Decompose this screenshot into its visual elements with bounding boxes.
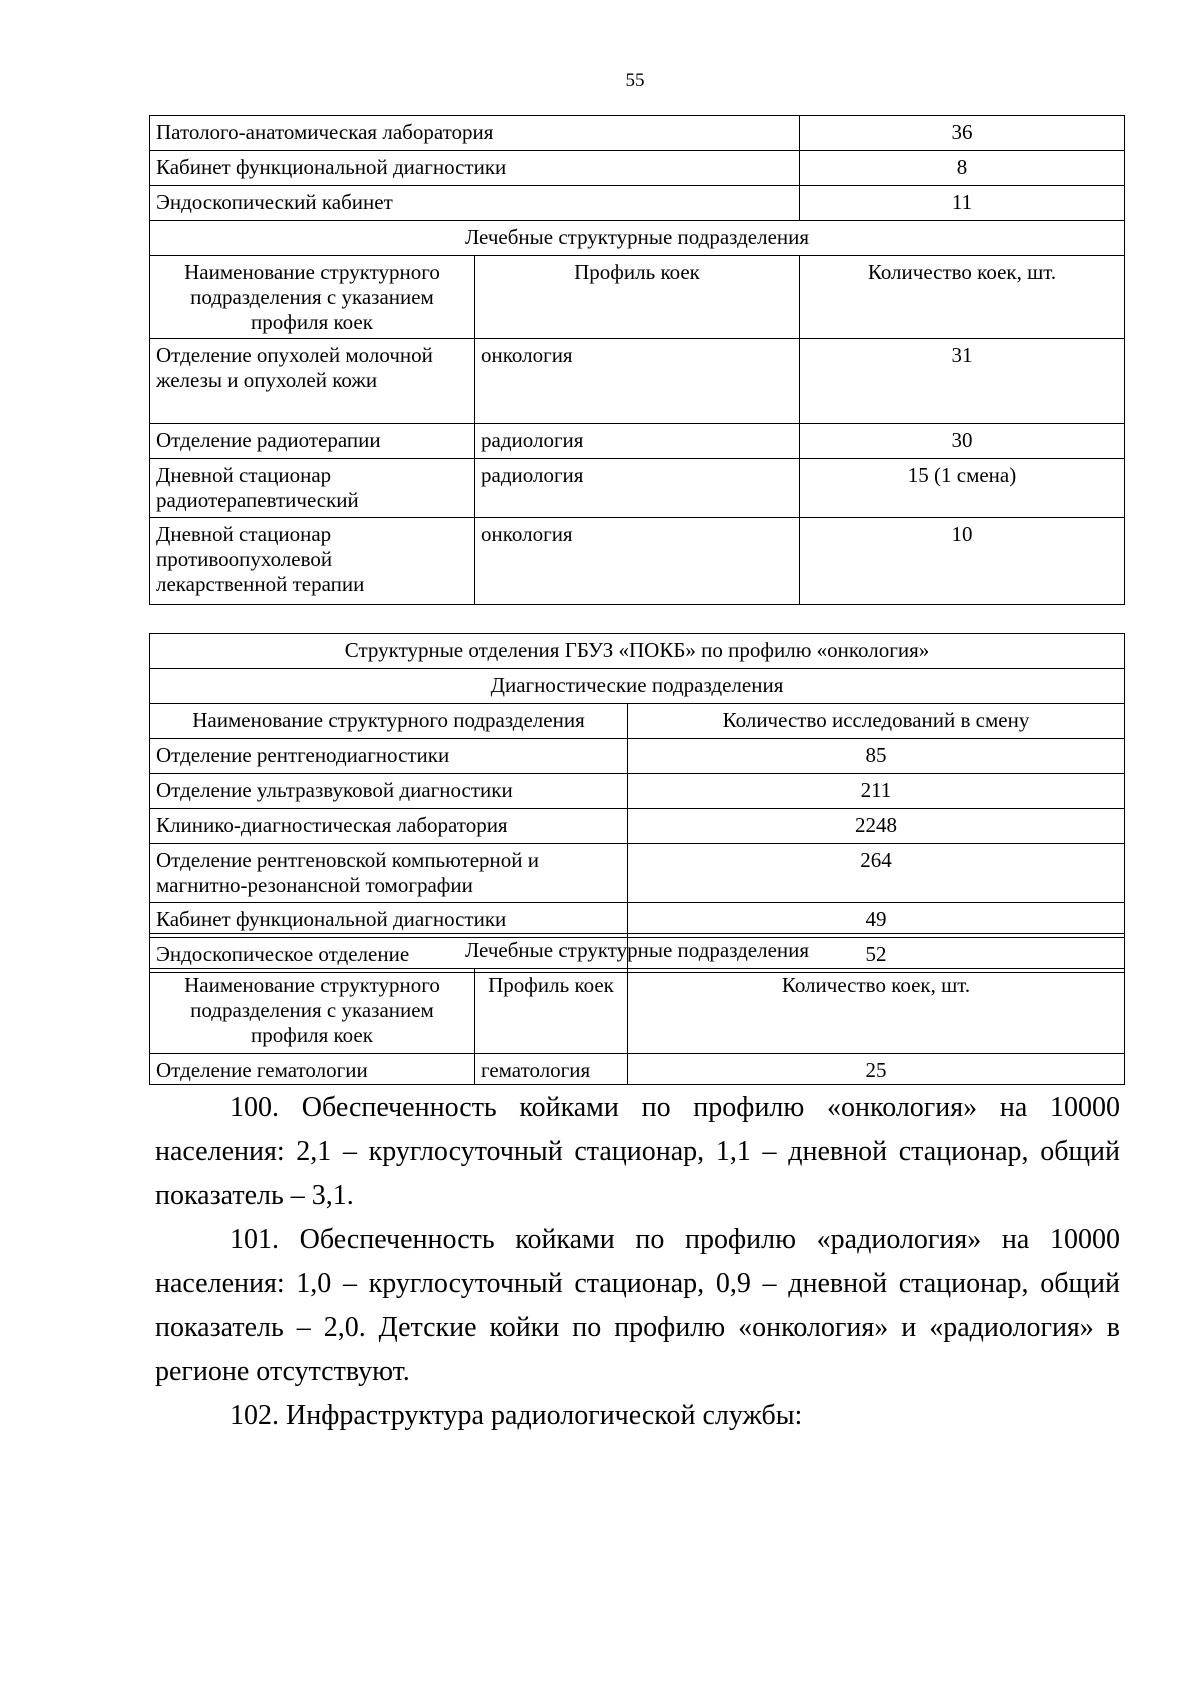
header-cell-profile: Профиль коек [475,968,628,1053]
unit-value-cell: 8 [800,151,1125,186]
table-row [150,459,1125,518]
header-cell-count: Количество коек, шт. [800,256,1125,339]
bed-count-cell: 10 [800,518,1125,605]
unit-name-cell: Эндоскопическое отделение [150,937,628,972]
unit-name-cell: Отделение ультразвуковой диагностики [150,773,628,808]
bed-count-cell: 30 [800,424,1125,459]
table-row [150,738,1125,773]
section-title-row [150,933,1125,968]
unit-name-cell: Отделение рентгенодиагностики [150,738,628,773]
unit-name-cell: Кабинет функциональной диагностики [150,902,628,937]
bed-profile-cell: гематология [475,1053,628,1084]
unit-value-cell: 11 [800,186,1125,221]
unit-value-cell: 36 [800,116,1125,151]
bed-profile-cell: радиология [475,424,800,459]
table-row [150,151,1125,186]
table-row [150,186,1125,221]
section-title: Диагностические подразделения [150,668,1125,703]
unit-name-cell: Отделение рентгеновской компьютерной и магнитно-резонансной томографии [150,843,628,902]
table-title: Структурные отделения ГБУЗ «ПОКБ» по профилю «онкология» [150,633,1125,668]
table-row [150,116,1125,151]
study-count-cell: 52 [628,937,1125,972]
unit-name-cell: Эндоскопический кабинет [150,186,800,221]
table-row [150,1053,1125,1084]
table-row [150,518,1125,605]
table-row [150,773,1125,808]
section-title: Лечебные структурные подразделения [150,933,1125,968]
unit-name-cell: Патолого-анатомическая лаборатория [150,116,800,151]
table-row [150,424,1125,459]
header-cell-count: Количество коек, шт. [628,968,1125,1053]
study-count-cell: 211 [628,773,1125,808]
unit-name-cell: Отделение радиотерапии [150,424,475,459]
unit-name-cell: Отделение опухолей молочной железы и опухолей кожи [150,339,475,424]
study-count-cell: 49 [628,902,1125,937]
section-title: Лечебные структурные подразделения [150,221,1125,256]
table-row [150,808,1125,843]
section-title-row [150,668,1125,703]
section-title-row [150,221,1125,256]
table-row [150,339,1125,424]
bed-profile-cell: онкология [475,339,800,424]
study-count-cell: 85 [628,738,1125,773]
table-diagnostic-units [149,634,1124,973]
table-units-part1 [149,115,1124,605]
study-count-cell: 264 [628,843,1125,902]
unit-name-cell: Дневной стационар радиотерапевтический [150,459,475,518]
table-title-row [150,633,1125,668]
header-row [150,968,1125,1053]
header-cell-profile: Профиль коек [475,256,800,339]
bed-count-cell: 15 (1 смена) [800,459,1125,518]
unit-name-cell: Дневной стационар противоопухолевой лекарственной терапии [150,518,475,605]
header-cell-name: Наименование структурного подразделения [150,703,628,738]
paragraph-101: 101. Обеспеченность койками по профилю «радиология» на 10000 населения: 1,0 – круглосуточный стационар, 0,9 – дневной стационар, общий показатель – 2,0. Детские койки по профилю «онкология» и «радиология» в регионе отсутствуют. [155,1224,1120,1387]
bed-profile-cell: радиология [475,459,800,518]
unit-name-cell: Кабинет функциональной диагностики [150,151,800,186]
header-cell-count: Количество исследований в смену [628,703,1125,738]
table-treatment-units [149,934,1124,1085]
bed-count-cell: 31 [800,339,1125,424]
body-text [155,1086,1120,1438]
unit-name-cell: Клинико-диагностическая лаборатория [150,808,628,843]
table-row [150,843,1125,902]
unit-name-cell: Отделение гематологии [150,1053,475,1084]
bed-count-cell: 25 [628,1053,1125,1084]
bed-profile-cell: онкология [475,518,800,605]
study-count-cell: 2248 [628,808,1125,843]
paragraph-102: 102. Инфраструктура радиологической службы: [230,1400,803,1431]
paragraph-100: 100. Обеспеченность койками по профилю «онкология» на 10000 населения: 2,1 – круглосуточный стационар, 1,1 – дневной стационар, общий показатель – 3,1. [155,1092,1120,1211]
header-cell-name: Наименование структурного подразделения с указанием профиля коек [150,968,475,1053]
page-number: 55 [625,70,645,91]
header-row [150,703,1125,738]
header-cell-name: Наименование структурного подразделения с указанием профиля коек [150,256,475,339]
header-row [150,256,1125,339]
